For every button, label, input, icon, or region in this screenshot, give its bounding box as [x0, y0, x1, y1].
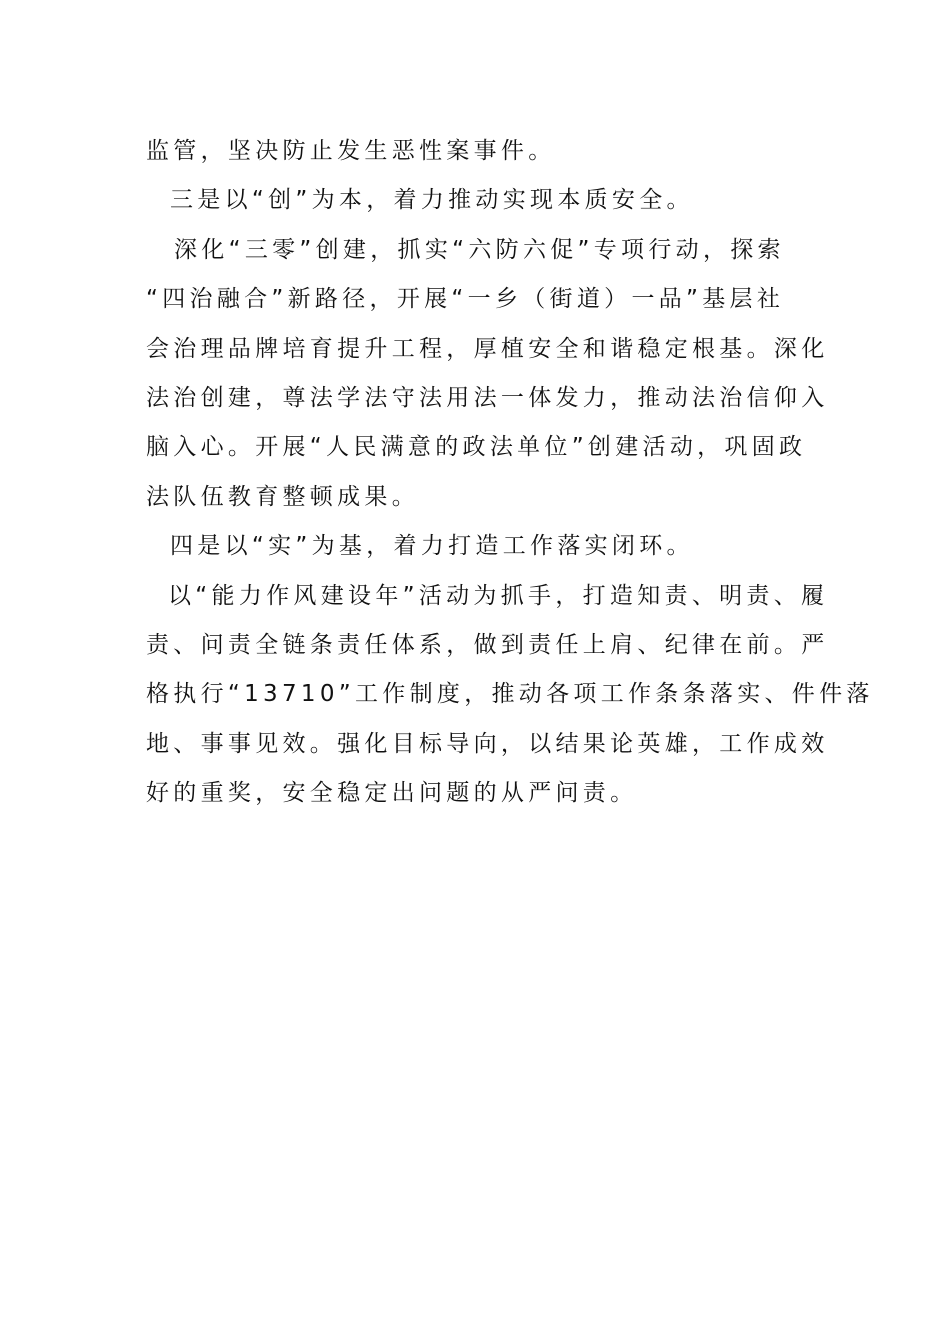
text-line: 以“能力作风建设年”活动为抓手，打造知责、明责、履: [168, 582, 829, 609]
text-line: 责、问责全链条责任体系，做到责任上肩、纪律在前。严: [146, 631, 829, 658]
section-heading-3: [146, 176, 806, 225]
text-line: 深化“三零”创建，抓实“六防六促”专项行动，探索: [174, 236, 785, 263]
section-heading: 四是以“实”为基，着力打造工作落实闭环。: [170, 533, 694, 560]
text-line: “四治融合”新路径，开展“一乡（街道）一品”基层社: [146, 286, 785, 313]
document-body: [146, 127, 874, 818]
section-heading: 三是以“创”为本，着力推动实现本质安全。: [170, 187, 694, 214]
text-line: 法队伍教育整顿成果。: [146, 483, 419, 510]
text-line: 脑入心。开展“人民满意的政法单位”创建活动，巩固政: [146, 434, 807, 461]
paragraph-continuation: [146, 127, 806, 176]
text-line: 格执行“13710”工作制度，推动各项工作条条落实、件件落: [146, 681, 874, 708]
text-line: 好的重奖，安全稳定出问题的从严问责。: [146, 780, 638, 807]
text-line: 监管，坚决防止发生恶性案事件。: [146, 138, 556, 164]
section-heading-4: [146, 522, 806, 571]
paragraph-section-4: [146, 572, 874, 819]
text-line: 地、事事见效。强化目标导向，以结果论英雄，工作成效: [146, 730, 829, 757]
text-line: 法治创建，尊法学法守法用法一体发力，推动法治信仰入: [146, 384, 829, 411]
paragraph-section-3: [146, 226, 829, 522]
text-line: 会治理品牌培育提升工程，厚植安全和谐稳定根基。深化: [146, 335, 829, 362]
